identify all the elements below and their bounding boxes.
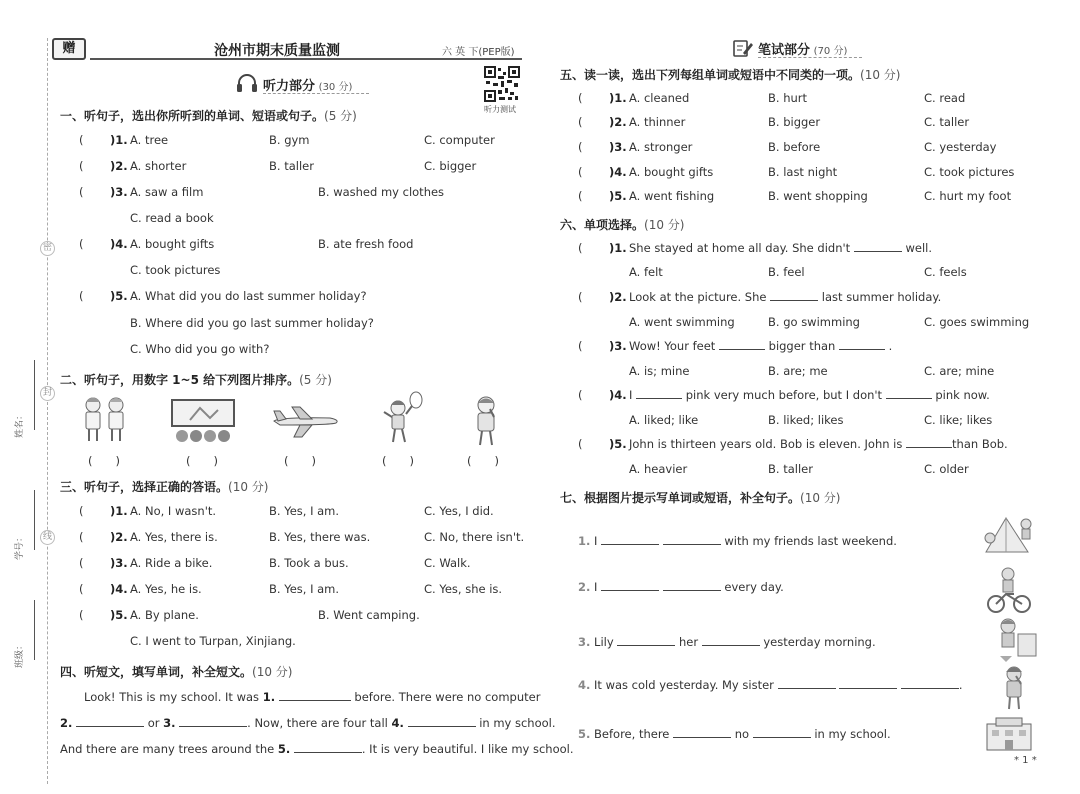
s7-q2: 2. I every day. [578,580,784,594]
q-number: )5. [110,608,128,622]
exam-title: 沧州市期末质量监测 [214,43,340,59]
q-number: )4. [110,237,128,251]
grade-label: 六 英 下(PEP版) [442,47,515,58]
option-a: A. thinner [629,115,686,129]
q-number: )5. [609,437,627,451]
answer-paren[interactable]: ( [79,237,84,251]
answer-paren[interactable]: ( [578,189,583,203]
option-a: A. stronger [629,140,693,154]
answer-paren[interactable]: ( [578,388,583,402]
q-number: )3. [110,185,128,199]
answer-paren[interactable]: ( [79,185,84,199]
option-a: A. Ride a bike. [130,556,213,570]
answer-paren[interactable]: ( [79,608,84,622]
answer-paren[interactable]: ( [578,437,583,451]
option-c: C. Who did you go with? [130,342,270,356]
option-c: C. feels [924,265,967,279]
blank[interactable] [719,339,765,350]
qr-caption: 听力测试 [484,105,516,114]
option-b: B. are; me [768,364,828,378]
blank[interactable] [663,534,721,545]
option-c: C. hurt my foot [924,189,1012,203]
answer-paren[interactable]: ( [79,530,84,544]
option-a: A. bought gifts [130,237,215,251]
option-b: B. ate fresh food [318,237,414,251]
q-number: )3. [609,140,627,154]
q-number: )4. [609,165,627,179]
answer-paren[interactable]: ( [578,241,583,255]
option-b: B. Yes, I am. [269,582,340,596]
listening-title: 听力部分 (30 分) [263,79,353,94]
option-b: B. went shopping [768,189,868,203]
class-label: 班级： [15,640,25,668]
option-b: B. washed my clothes [318,185,445,199]
answer-paren[interactable]: ( [79,582,84,596]
option-c: C. Walk. [424,556,471,570]
option-b: B. taller [768,462,813,476]
option-c: C. taller [924,115,970,129]
q-number: )3. [609,339,627,353]
option-a: A. is; mine [629,364,690,378]
q-number: )1. [609,91,627,105]
q-number: )4. [609,388,627,402]
class-line[interactable] [34,600,35,660]
option-b: B. Went camping. [318,608,420,622]
option-b: B. Took a bus. [269,556,349,570]
option-c: C. yesterday [924,140,997,154]
option-b: B. gym [269,133,310,147]
blank[interactable] [617,635,675,646]
picture-school-building [984,716,1034,755]
option-a: A. liked; like [629,413,699,427]
s7-q5: 5. Before, there no in my school. [578,727,891,741]
order-blank-5[interactable]: ( ) [467,454,499,468]
question-stem: Look at the picture. She last summer holiday. [629,290,942,304]
seal-char-1: 密 [40,241,55,256]
answer-paren[interactable]: ( [578,91,583,105]
option-b: B. last night [768,165,838,179]
option-b: B. Where did you go last summer holiday? [130,316,374,330]
option-c: C. took pictures [130,263,221,277]
seal-char-3: 线 [40,530,55,545]
passage-line-1: Look! This is my school. It was 1. before. There were no computer [84,690,541,704]
answer-paren[interactable]: ( [79,159,84,173]
picture-badminton-girl [376,390,426,449]
order-blank-4[interactable]: ( ) [382,454,414,468]
section-5-title: 五、读一读，选出下列每组单词或短语中不同类的一项。(10 分) [560,68,901,82]
q-number: )4. [110,582,128,596]
order-blank-2[interactable]: ( ) [186,454,218,468]
blank[interactable] [601,580,659,591]
picture-riding-bike [986,564,1032,617]
listening-underline [263,93,369,94]
blank[interactable] [886,388,932,399]
name-line[interactable] [34,360,35,430]
answer-paren[interactable]: ( [578,140,583,154]
q-number: )2. [110,159,128,173]
answer-paren[interactable]: ( [79,133,84,147]
passage-line-2: 2. or 3. . Now, there are four tall 4. in my school. [60,716,556,730]
picture-doctors [76,393,136,448]
option-a: A. cleaned [629,91,690,105]
question-stem: She stayed at home all day. She didn't well. [629,241,933,255]
option-a: A. No, I wasn't. [130,504,217,518]
picture-camping-kids [978,508,1038,561]
blank[interactable] [854,241,902,252]
option-c: C. are; mine [924,364,995,378]
answer-paren[interactable]: ( [578,165,583,179]
blank[interactable] [636,388,682,399]
section-7-title: 七、根据图片提示写单词或短语，补全句子。(10 分) [560,491,841,505]
blank-3[interactable] [179,716,247,727]
option-c: C. No, there isn't. [424,530,525,544]
option-b: B. Yes, I am. [269,504,340,518]
s7-q3: 3. Lily her yesterday morning. [578,635,876,649]
option-b: B. Yes, there was. [269,530,371,544]
section-4-title: 四、听短文，填写单词，补全短文。(10 分) [60,665,293,679]
q-number: )3. [110,556,128,570]
option-a: A. tree [130,133,169,147]
blank[interactable] [702,635,760,646]
option-a: A. saw a film [130,185,204,199]
name-label: 姓名： [15,410,25,438]
answer-paren[interactable]: ( [578,290,583,304]
option-b: B. before [768,140,821,154]
option-a: A. felt [629,265,663,279]
picture-airplane [270,405,342,442]
option-b: B. hurt [768,91,808,105]
blank[interactable] [673,727,731,738]
question-stem: Wow! Your feet bigger than . [629,339,893,353]
qr-code [484,66,520,102]
option-b: B. feel [768,265,805,279]
blank[interactable] [753,727,811,738]
section-6-title: 六、单项选择。(10 分) [560,218,685,232]
section-2-title: 二、听句子，用数字 1~5 给下列图片排序。(5 分) [60,373,332,387]
option-c: C. Yes, I did. [424,504,494,518]
answer-paren[interactable]: ( [79,289,84,303]
option-b: B. bigger [768,115,821,129]
option-a: A. By plane. [130,608,199,622]
s7-q1: 1. I with my friends last weekend. [578,534,897,548]
blank[interactable] [778,678,836,689]
option-c: C. older [924,462,969,476]
option-a: A. Yes, he is. [130,582,202,596]
q-number: )5. [609,189,627,203]
question-stem: John is thirteen years old. Bob is eleven. John is than Bob. [629,437,1008,451]
option-a: A. bought gifts [629,165,714,179]
option-b: B. liked; likes [768,413,844,427]
blank[interactable] [839,678,897,689]
writing-underline [758,57,862,58]
order-blank-1[interactable]: ( ) [88,454,120,468]
picture-cold-girl [994,662,1034,715]
picture-cleaning-girl [994,614,1040,667]
answer-paren[interactable]: ( [578,115,583,129]
q-number: )1. [110,504,128,518]
blank-5[interactable] [294,742,362,753]
blank-2[interactable] [76,716,144,727]
option-a: A. heavier [629,462,688,476]
option-c: C. took pictures [924,165,1015,179]
option-c: C. bigger [424,159,477,173]
s7-q4: 4. It was cold yesterday. My sister . [578,678,963,692]
blank[interactable] [906,437,952,448]
writing-title: 笔试部分 (70 分) [758,43,848,58]
option-c: C. read a book [130,211,214,225]
answer-paren[interactable]: ( [578,339,583,353]
option-a: A. went fishing [629,189,715,203]
blank[interactable] [663,580,721,591]
question-stem: I pink very much before, but I don't pink now. [629,388,990,402]
option-c: C. like; likes [924,413,993,427]
blank-1[interactable] [279,690,351,701]
option-a: A. went swimming [629,315,735,329]
page-number: * 1 * [1014,755,1037,766]
passage-line-3: And there are many trees around the 5. . It is very beautiful. I like my school. [60,742,574,756]
option-c: C. I went to Turpan, Xinjiang. [130,634,296,648]
seal-char-2: 封 [40,386,55,401]
gift-badge: 赠 [52,38,86,60]
option-c: C. Yes, she is. [424,582,503,596]
answer-paren[interactable]: ( [79,556,84,570]
picture-cinema [170,398,236,447]
q-number: )5. [110,289,128,303]
blank[interactable] [901,678,959,689]
option-a: A. What did you do last summer holiday? [130,289,367,303]
option-c: C. read [924,91,966,105]
option-a: A. Yes, there is. [130,530,218,544]
id-label: 学号： [15,532,25,560]
picture-sick-boy [466,393,506,450]
option-a: A. shorter [130,159,187,173]
option-c: C. goes swimming [924,315,1030,329]
q-number: )2. [609,115,627,129]
blank-4[interactable] [408,716,476,727]
order-blank-3[interactable]: ( ) [284,454,316,468]
answer-paren[interactable]: ( [79,504,84,518]
option-b: B. go swimming [768,315,860,329]
id-line[interactable] [34,490,35,550]
headphone-icon [236,73,258,96]
blank[interactable] [839,339,885,350]
blank[interactable] [601,534,659,545]
option-b: B. taller [269,159,314,173]
q-number: )1. [110,133,128,147]
margin-line [47,38,48,784]
pencil-note-icon [732,38,754,61]
section-1-title: 一、听句子，选出你所听到的单词、短语或句子。(5 分) [60,109,357,123]
blank[interactable] [770,290,818,301]
section-3-title: 三、听句子，选择正确的答语。(10 分) [60,480,269,494]
option-c: C. computer [424,133,495,147]
q-number: )2. [110,530,128,544]
q-number: )1. [609,241,627,255]
q-number: )2. [609,290,627,304]
